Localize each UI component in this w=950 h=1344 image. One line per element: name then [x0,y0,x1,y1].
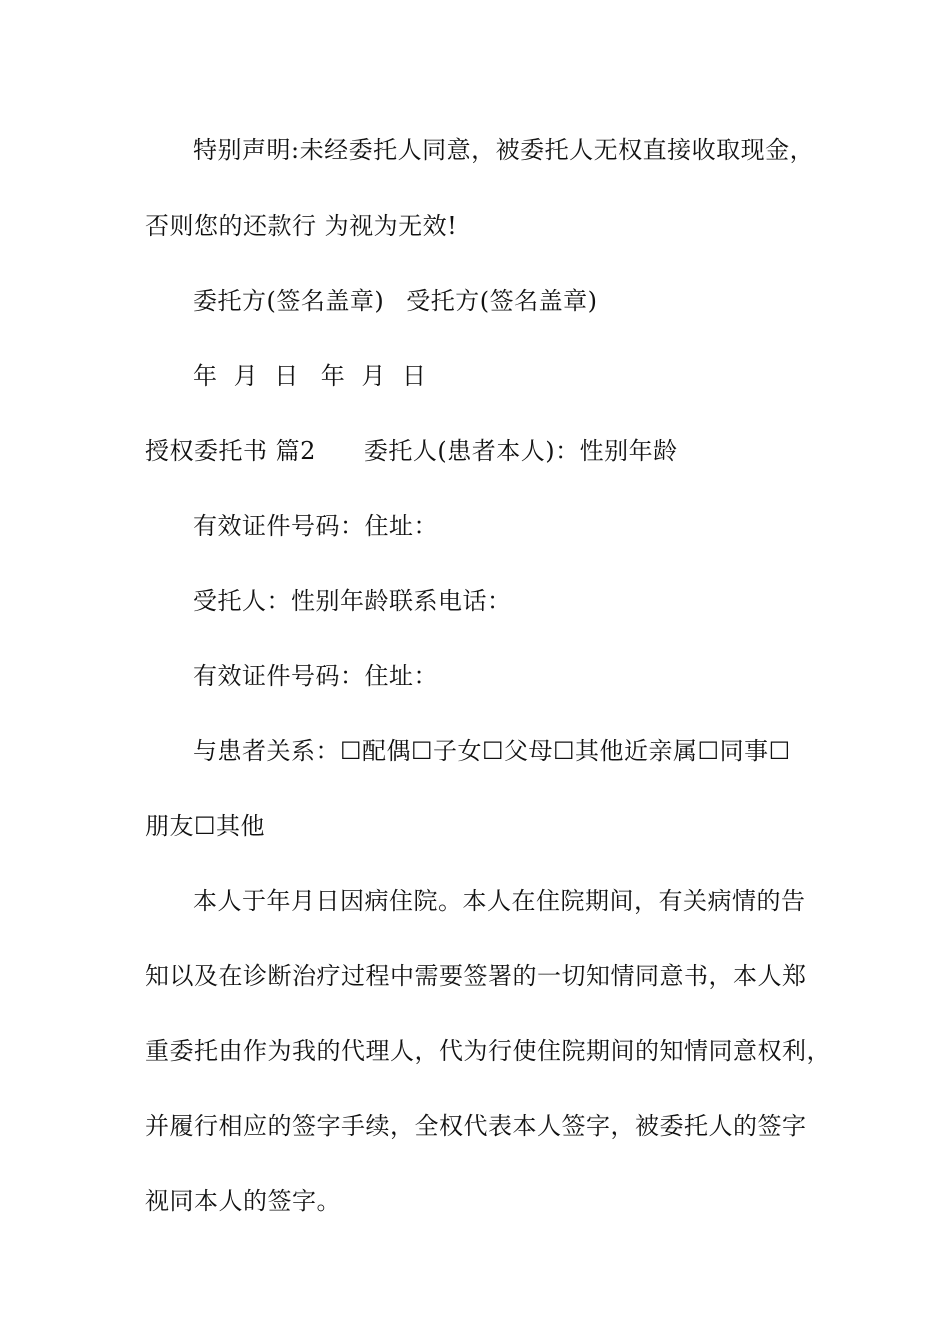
principal-id-line: 有效证件号码：住址： [193,512,438,540]
section2-header-row [145,435,835,467]
relation-line-2: 朋友☐其他 [145,812,266,840]
relation-line-1: 与患者关系：☐配偶☐子女☐父母☐其他近亲属☐同事☐ [193,737,791,765]
signature-row [193,285,833,317]
body-paragraph-line-4: 并履行相应的签字手续，全权代表本人签字，被委托人的签字 [145,1112,807,1140]
declaration-line-2: 否则您的还款行 为视为无效! [145,212,458,240]
principal-signature-label: 委托方(签名盖章) [193,287,385,315]
agent-info-line: 受托人：性别年龄联系电话： [193,587,512,615]
section-title: 授权委托书 篇2 [145,437,316,465]
body-paragraph-line-1: 本人于年月日因病住院。本人在住院期间，有关病情的告 [193,887,806,915]
body-paragraph-line-3: 重委托由作为我的代理人，代为行使住院期间的知情同意权利， [145,1037,831,1065]
principal-info-line: 委托人(患者本人)：性别年龄 [363,437,678,465]
principal-date: 年 月 日 [193,362,299,390]
agent-date: 年 月 日 [320,362,427,390]
date-row [193,360,833,392]
agent-id-line: 有效证件号码：住址： [193,662,438,690]
body-paragraph-line-5: 视同本人的签字。 [145,1187,341,1215]
agent-signature-label: 受托方(签名盖章) [406,287,598,315]
body-paragraph-line-2: 知以及在诊断治疗过程中需要签署的一切知情同意书，本人郑 [145,962,807,990]
declaration-line-1: 特别声明:未经委托人同意，被委托人无权直接收取现金， [193,136,815,164]
